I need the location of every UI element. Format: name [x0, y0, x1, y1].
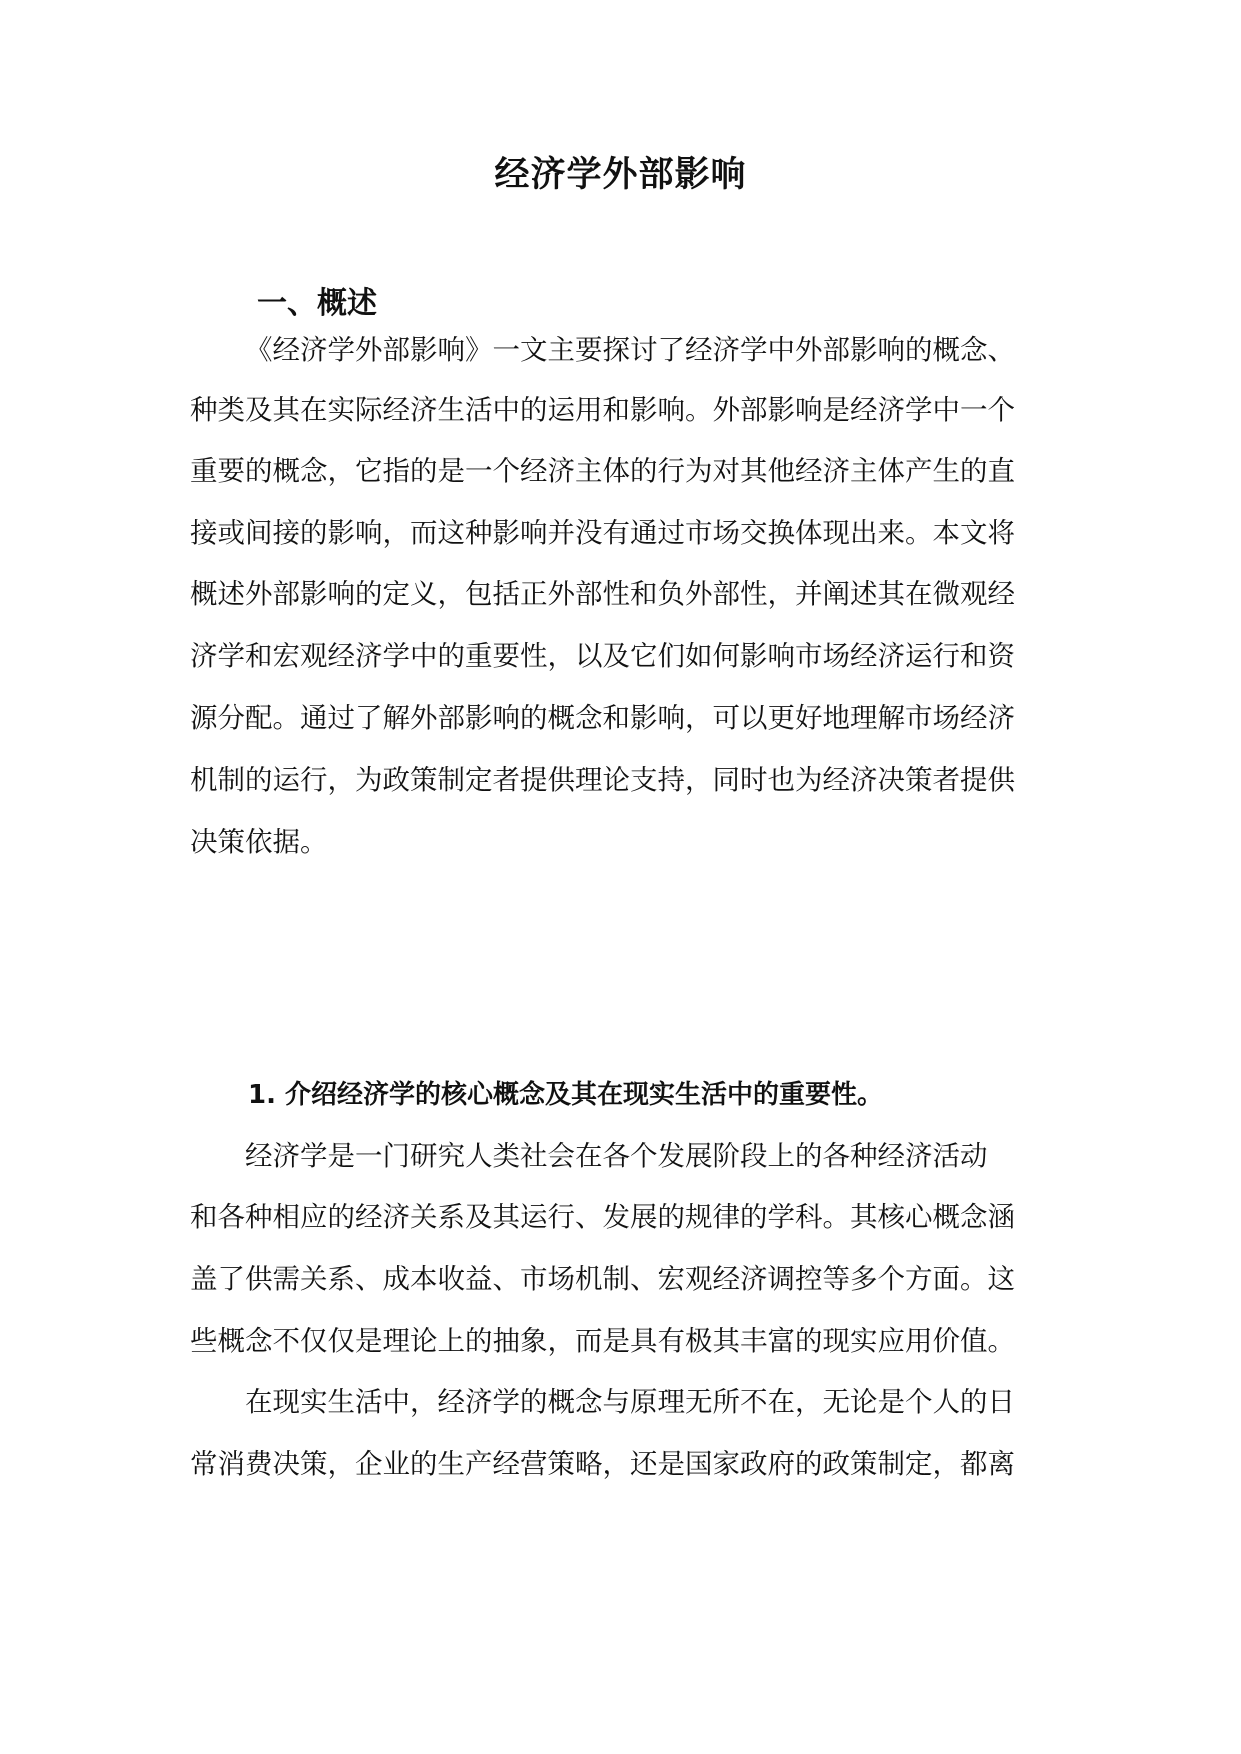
paragraph-line: 概述外部影响的定义，包括正外部性和负外部性，并阐述其在微观经 [190, 578, 1015, 610]
paragraph-line: 在现实生活中，经济学的概念与原理无所不在，无论是个人的日 [245, 1386, 1015, 1418]
paragraph-line: 接或间接的影响，而这种影响并没有通过市场交换体现出来。本文将 [190, 517, 1015, 549]
paragraph-line: 源分配。通过了解外部影响的概念和影响，可以更好地理解市场经济 [190, 702, 1015, 734]
paragraph-line: 种类及其在实际经济生活中的运用和影响。外部影响是经济学中一个 [190, 394, 1015, 426]
paragraph-line: 些概念不仅仅是理论上的抽象，而是具有极其丰富的现实应用价值。 [190, 1325, 1015, 1357]
section-heading-overview: 一、概述 [257, 286, 377, 321]
paragraph-line: 常消费决策，企业的生产经营策略，还是国家政府的政策制定，都离 [190, 1448, 1015, 1480]
paragraph-line: 经济学是一门研究人类社会在各个发展阶段上的各种经济活动 [245, 1140, 988, 1172]
paragraph-line: 决策依据。 [190, 826, 328, 858]
subheading-core-concepts: 1. 介绍经济学的核心概念及其在现实生活中的重要性。 [248, 1080, 884, 1110]
paragraph-line: 《经济学外部影响》一文主要探讨了经济学中外部影响的概念、 [245, 334, 1015, 366]
paragraph-line: 和各种相应的经济关系及其运行、发展的规律的学科。其核心概念涵 [190, 1201, 1015, 1233]
paragraph-line: 机制的运行，为政策制定者提供理论支持，同时也为经济决策者提供 [190, 764, 1015, 796]
paragraph-line: 重要的概念，它指的是一个经济主体的行为对其他经济主体产生的直 [190, 455, 1015, 487]
paragraph-line: 济学和宏观经济学中的重要性，以及它们如何影响市场经济运行和资 [190, 640, 1015, 672]
document-title: 经济学外部影响 [494, 155, 747, 195]
paragraph-line: 盖了供需关系、成本收益、市场机制、宏观经济调控等多个方面。这 [190, 1263, 1015, 1295]
